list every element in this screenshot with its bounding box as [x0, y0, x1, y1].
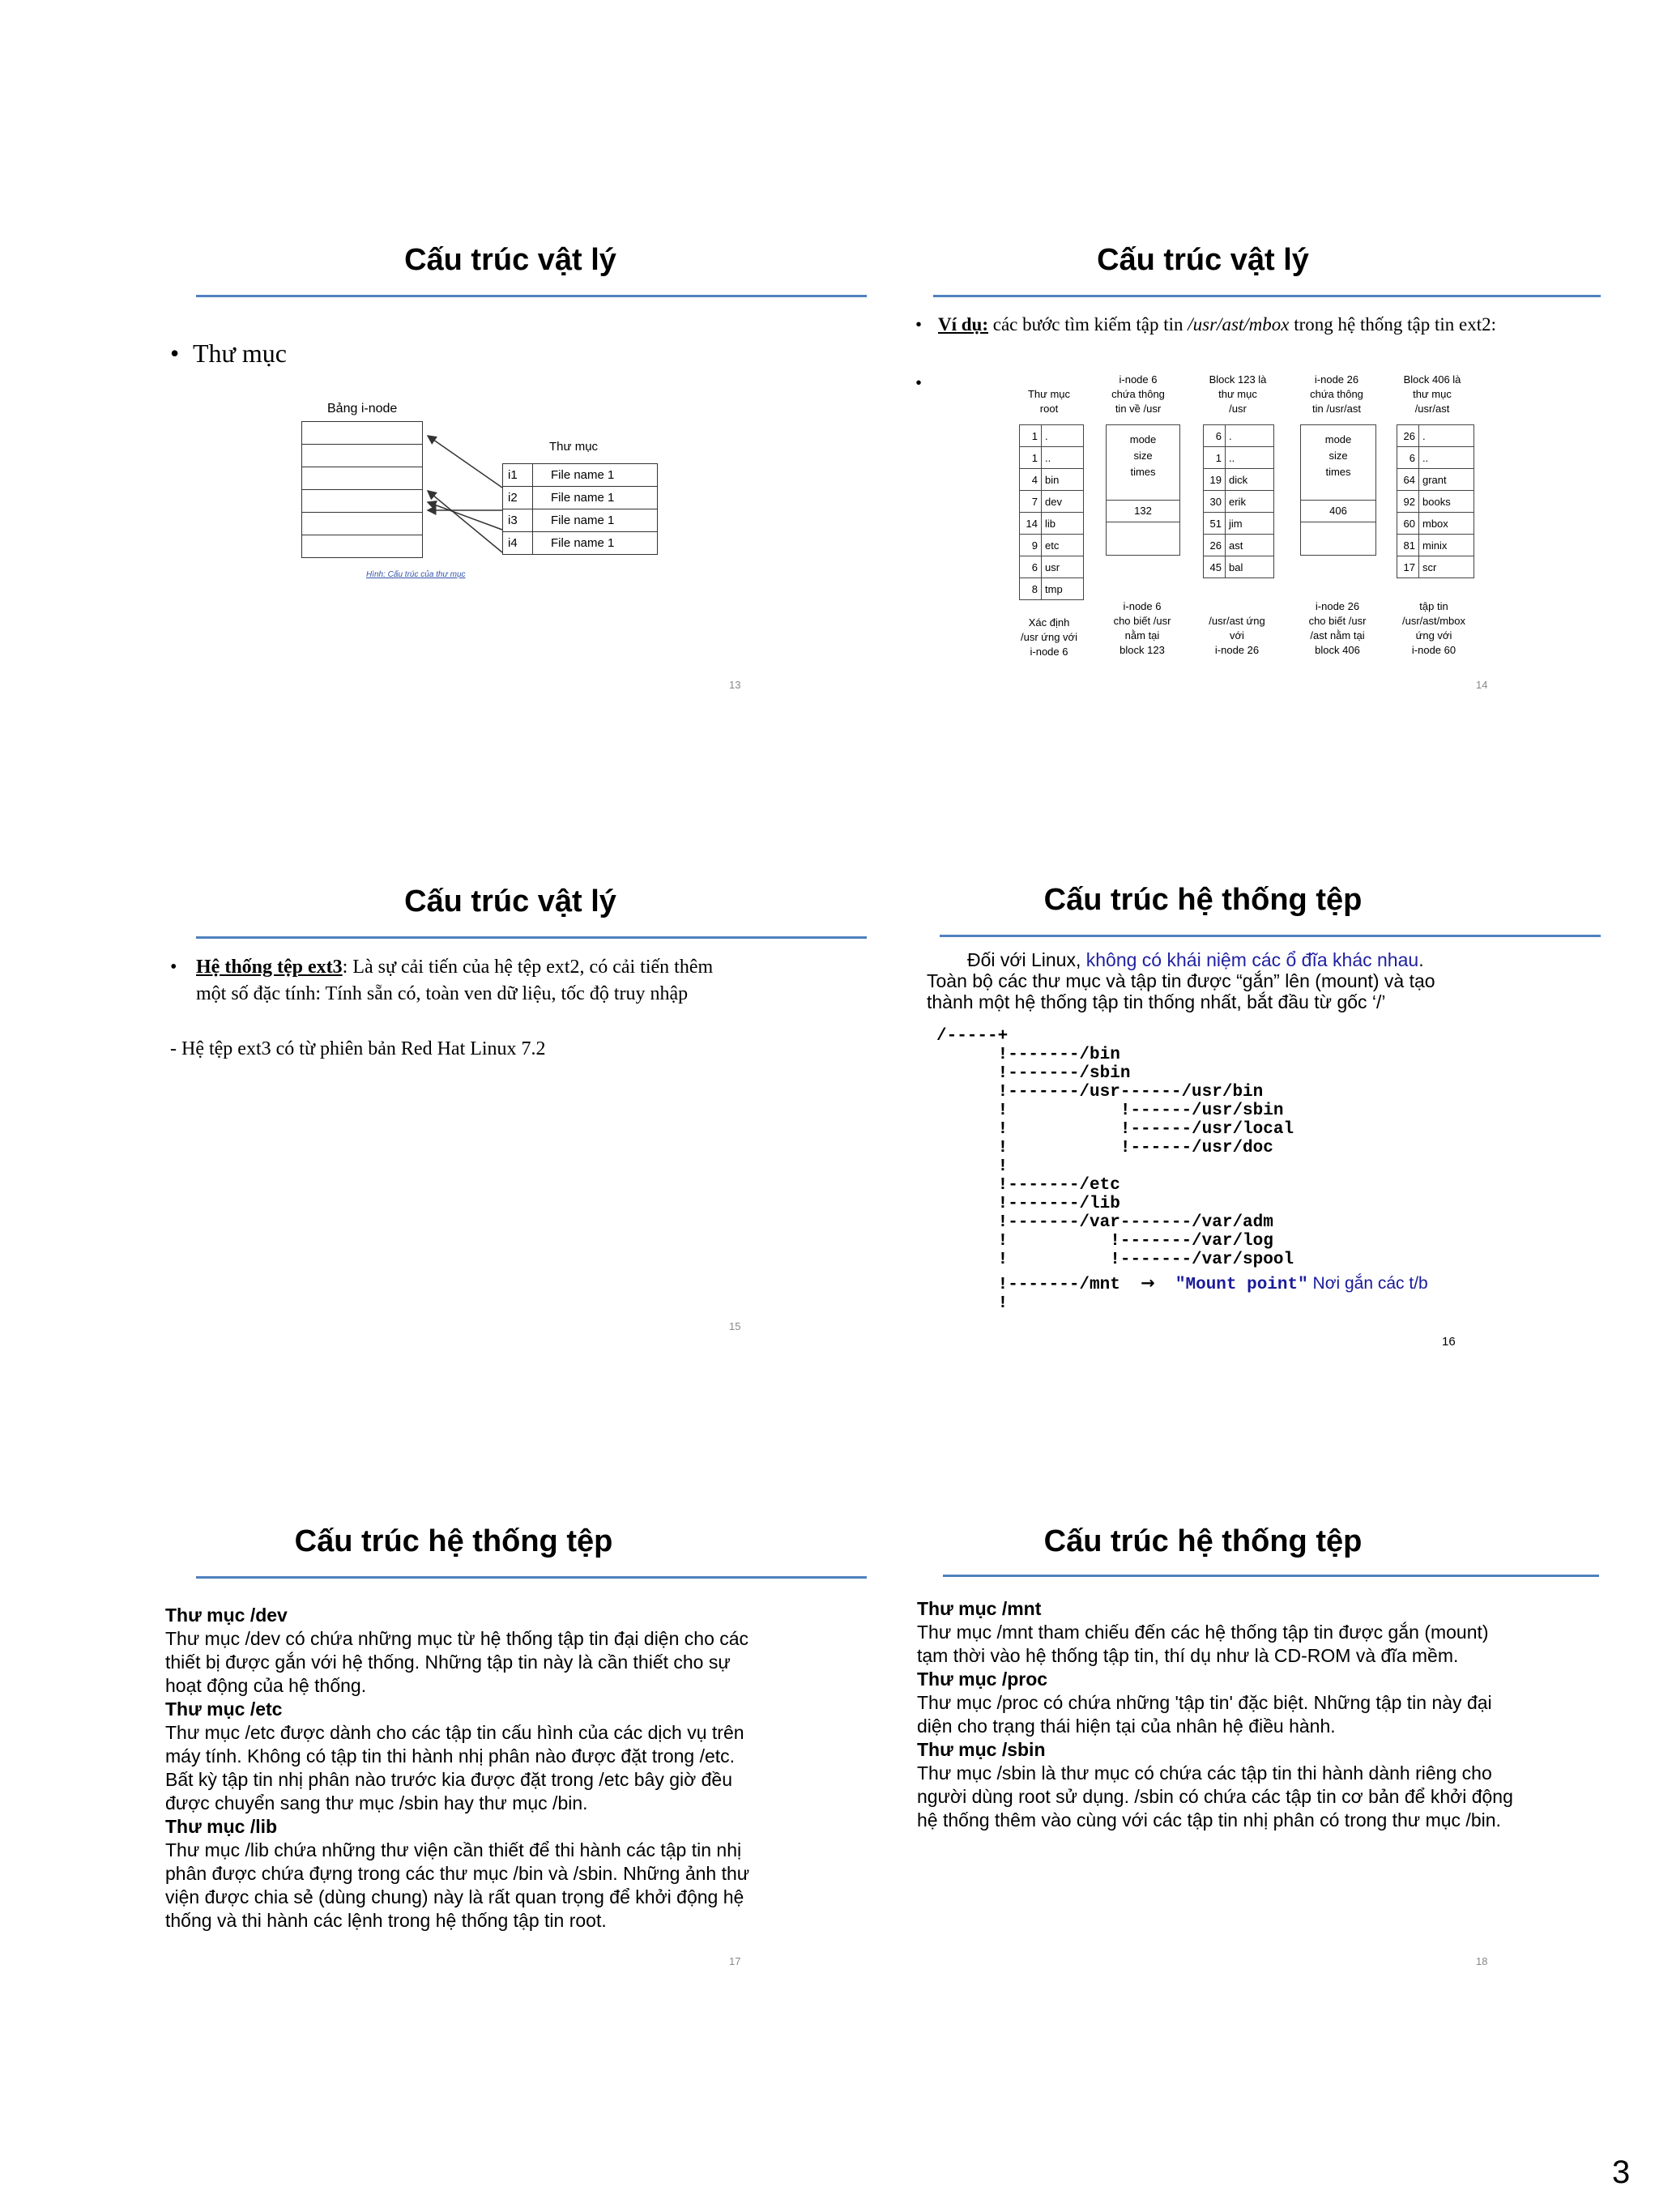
- tree-line: !: [936, 1294, 1009, 1313]
- tree-line: ! !------/usr/local: [936, 1120, 1294, 1139]
- table-row: [302, 513, 423, 535]
- ast-dir-table: [1397, 424, 1474, 578]
- document-page-number: 3: [1612, 2154, 1631, 2190]
- table-row: 30 erik: [1204, 491, 1274, 513]
- col2-foot: i-node 6 cho biết /usr nằm tại block 123: [1113, 600, 1171, 656]
- col3-foot: /usr/ast ứng với i-node 26: [1209, 615, 1265, 656]
- table-row: [302, 467, 423, 490]
- col3-head: Block 123 là thư mục /usr: [1209, 373, 1267, 415]
- col5-foot: tập tin /usr/ast/mbox ứng với i-node 60: [1401, 600, 1466, 656]
- section-text: Thư mục /proc có chứa những 'tập tin' đặc biệt. Những tập tin này đại diện cho trạng thái hiện tại của nhân hệ điều hành.: [917, 1692, 1492, 1737]
- tree-line: !-------/usr------/usr/bin: [936, 1083, 1264, 1102]
- section-heading: Thư mục /sbin: [917, 1739, 1046, 1760]
- title-rule: [196, 1576, 867, 1579]
- section-heading: Thư mục /lib: [165, 1816, 278, 1837]
- table-row: [302, 422, 423, 445]
- table-row: i4 File name 1: [503, 532, 658, 555]
- table-row: 14 lib: [1020, 513, 1084, 535]
- tree-line: ! !-------/var/log: [936, 1232, 1273, 1251]
- tree-line: !-------/lib: [936, 1195, 1120, 1213]
- bullet-item: [170, 954, 737, 1008]
- tree-line: !-------/bin: [936, 1046, 1120, 1064]
- figure-caption: Hình: Cấu trúc của thư mục: [366, 570, 466, 579]
- section-text: Thư mục /mnt tham chiếu đến các hệ thống tập tin được gắn (mount) tạm thời vào hệ thống tập tin, thí dụ như là CD-ROM và đĩa mềm.: [917, 1622, 1489, 1666]
- directory-tree: [936, 1027, 1428, 1313]
- table-row: 4 bin: [1020, 469, 1084, 491]
- table-row: 7 dev: [1020, 491, 1084, 513]
- col2-head: i-node 6 chứa thông tin về /usr: [1111, 373, 1165, 415]
- slide-title: Cấu trúc vật lý: [1097, 243, 1309, 277]
- table-row: 51 jim: [1204, 513, 1274, 535]
- tree-line: !-------/etc: [936, 1176, 1120, 1195]
- slide-title: Cấu trúc hệ thống tệp: [294, 1524, 613, 1558]
- example-label: Ví dụ:: [938, 314, 988, 335]
- table-row: 19 dick: [1204, 469, 1274, 491]
- title-rule: [196, 295, 867, 297]
- page-number: 15: [729, 1320, 741, 1332]
- example-text: • Ví dụ: các bước tìm kiếm tập tin /usr/ast/mbox trong hệ thống tập tin ext2:: [915, 313, 1523, 337]
- slide-18: [891, 1523, 1653, 2138]
- tree-line: !-------/sbin: [936, 1064, 1131, 1083]
- page-number: 16: [1442, 1335, 1456, 1349]
- col4-foot: i-node 26 cho biết /usr /ast nằm tại block 406: [1308, 600, 1367, 656]
- usr-dir-table: [1203, 424, 1274, 578]
- table-row: 9 etc: [1020, 535, 1084, 556]
- bullet-label: Hệ thống tệp ext3: [196, 957, 343, 978]
- bullet-dot: •: [170, 339, 180, 368]
- table-row: [302, 445, 423, 467]
- bullet-item: [170, 339, 287, 369]
- inode-table: [301, 421, 423, 558]
- table-row: i1 File name 1: [503, 464, 658, 487]
- tree-line: ! !------/usr/doc: [936, 1139, 1273, 1157]
- tree-line: ! !------/usr/sbin: [936, 1102, 1284, 1120]
- inode26-box: mode size times 406: [1300, 424, 1376, 556]
- pointer-arrows: [415, 421, 625, 583]
- tree-line: !-------/var-------/var/adm: [936, 1213, 1273, 1232]
- intro-text: Đối với Linux, không có khái niệm các ổ đĩa khác nhau. Toàn bộ các thư mục và tập tin được “gắn” lên (mount) và tạo thành một hệ thống tập tin thống nhất, bắt đầu từ gốc ‘/’: [927, 949, 1435, 1012]
- table-row: 1 ..: [1020, 447, 1084, 469]
- table-row: [302, 535, 423, 558]
- page-number: 13: [729, 679, 741, 691]
- slide-17: [130, 1523, 891, 2138]
- bullet-dot-2: •: [915, 373, 923, 393]
- tree-line: !: [936, 1157, 1009, 1176]
- note-text: - Hệ tệp ext3 có từ phiên bản Red Hat Linux 7.2: [170, 1038, 546, 1059]
- slide-title: Cấu trúc hệ thống tệp: [1043, 883, 1363, 917]
- section-text: Thư mục /etc được dành cho các tập tin cấu hình của các dịch vụ trên máy tính. Không có tập tin thi hành nhị phân nào được đặt trong /etc. Bất kỳ tập tin nhị phân nào trước kia được đặt trong /etc bây giờ đều được chuyển sang thư mục /sbin hay thư mục /bin.: [165, 1722, 744, 1813]
- table-row: 8 tmp: [1020, 578, 1084, 600]
- table-row: 6 ..: [1397, 447, 1474, 469]
- table-row: [302, 490, 423, 513]
- col1-foot: Xác định /usr ứng với i-node 6: [1021, 616, 1077, 658]
- section-text: Thư mục /lib chứa những thư viện cần thiết để thi hành các tập tin nhị phân được chứa đựng trong các thư mục /bin và /sbin. Những ảnh thư viện được chia sẻ (dùng chung) này là rất quan trọng để khởi động hệ thống và thi hành các lệnh trong hệ thống tập tin root.: [165, 1839, 750, 1931]
- inode6-box: mode size times 132: [1106, 424, 1180, 556]
- tree-line: /-----+: [936, 1027, 1009, 1046]
- section-text: Thư mục /sbin là thư mục có chứa các tập tin thi hành dành riêng cho người dùng root sử dụng. /sbin có chứa các tập tin cơ bản để khởi động hệ thống thêm vào cùng với các tập tin nhị phân có trong thư mục /bin.: [917, 1762, 1513, 1831]
- table-row: i3 File name 1: [503, 509, 658, 532]
- slide-15: [130, 884, 891, 1500]
- table-row: 81 minix: [1397, 535, 1474, 556]
- table-row: 17 scr: [1397, 556, 1474, 578]
- page-number: 14: [1476, 679, 1488, 691]
- page-number: 17: [729, 1955, 741, 1967]
- title-rule: [933, 295, 1601, 297]
- inode-table-label: Bảng i-node: [327, 402, 398, 416]
- section-heading: Thư mục /mnt: [917, 1598, 1042, 1619]
- col1-head: Thư mục root: [1027, 388, 1071, 415]
- page-number: 18: [1476, 1955, 1488, 1967]
- table-row: 6 usr: [1020, 556, 1084, 578]
- slide-title: Cấu trúc vật lý: [404, 243, 616, 277]
- table-row: 1 ..: [1204, 447, 1274, 469]
- bullet-text: Thư mục: [193, 339, 287, 368]
- arrow-icon: →: [1141, 1273, 1155, 1293]
- title-rule: [943, 1575, 1599, 1577]
- bullet-dot: •: [170, 957, 177, 978]
- section-heading: Thư mục /proc: [917, 1669, 1048, 1690]
- slide-13: [130, 243, 891, 859]
- title-rule: [940, 935, 1601, 937]
- slide-16: [891, 883, 1653, 1498]
- section-list: [917, 1597, 1516, 1832]
- bullet-text: : Là sự cải tiến của hệ tệp ext2, có cải tiến thêm một số đặc tính: Tính sẵn có, toàn ven dữ liệu, tốc độ truy nhập: [196, 957, 714, 1004]
- table-row: 92 books: [1397, 491, 1474, 513]
- table-row: 26 .: [1397, 425, 1474, 447]
- table-row: 64 grant: [1397, 469, 1474, 491]
- section-list: [165, 1604, 765, 1933]
- table-row: 6 .: [1204, 425, 1274, 447]
- table-row: i2 File name 1: [503, 487, 658, 509]
- tree-line: !-------/mnt → "Mount point" Nơi gắn các t/b: [936, 1273, 1428, 1294]
- slide-title: Cấu trúc hệ thống tệp: [1043, 1524, 1363, 1558]
- tree-line: ! !-------/var/spool: [936, 1251, 1294, 1269]
- table-row: 45 bal: [1204, 556, 1274, 578]
- mount-point: "Mount point": [1175, 1276, 1308, 1294]
- root-dir-table: [1019, 424, 1084, 600]
- section-heading: Thư mục /dev: [165, 1605, 288, 1626]
- table-row: 60 mbox: [1397, 513, 1474, 535]
- section-text: Thư mục /dev có chứa những mục từ hệ thống tập tin đại diện cho các thiết bị được gắn với hệ thống. Những tập tin này là cần thiết cho sự hoạt động của hệ thống.: [165, 1628, 749, 1696]
- table-row: 26 ast: [1204, 535, 1274, 556]
- col5-head: Block 406 là thư mục /usr/ast: [1403, 373, 1461, 415]
- intro-highlight: không có khái niệm các ổ đĩa khác nhau: [1085, 949, 1419, 970]
- table-row: 1 .: [1020, 425, 1084, 447]
- col4-head: i-node 26 chứa thông tin /usr/ast: [1310, 373, 1363, 415]
- slide-title: Cấu trúc vật lý: [404, 884, 616, 918]
- bullet-dot: •: [915, 314, 923, 335]
- title-rule: [196, 936, 867, 939]
- section-heading: Thư mục /etc: [165, 1698, 283, 1720]
- slide-14: [891, 243, 1653, 859]
- dir-label: Thư mục: [549, 440, 599, 454]
- inode-diagram: [301, 402, 690, 588]
